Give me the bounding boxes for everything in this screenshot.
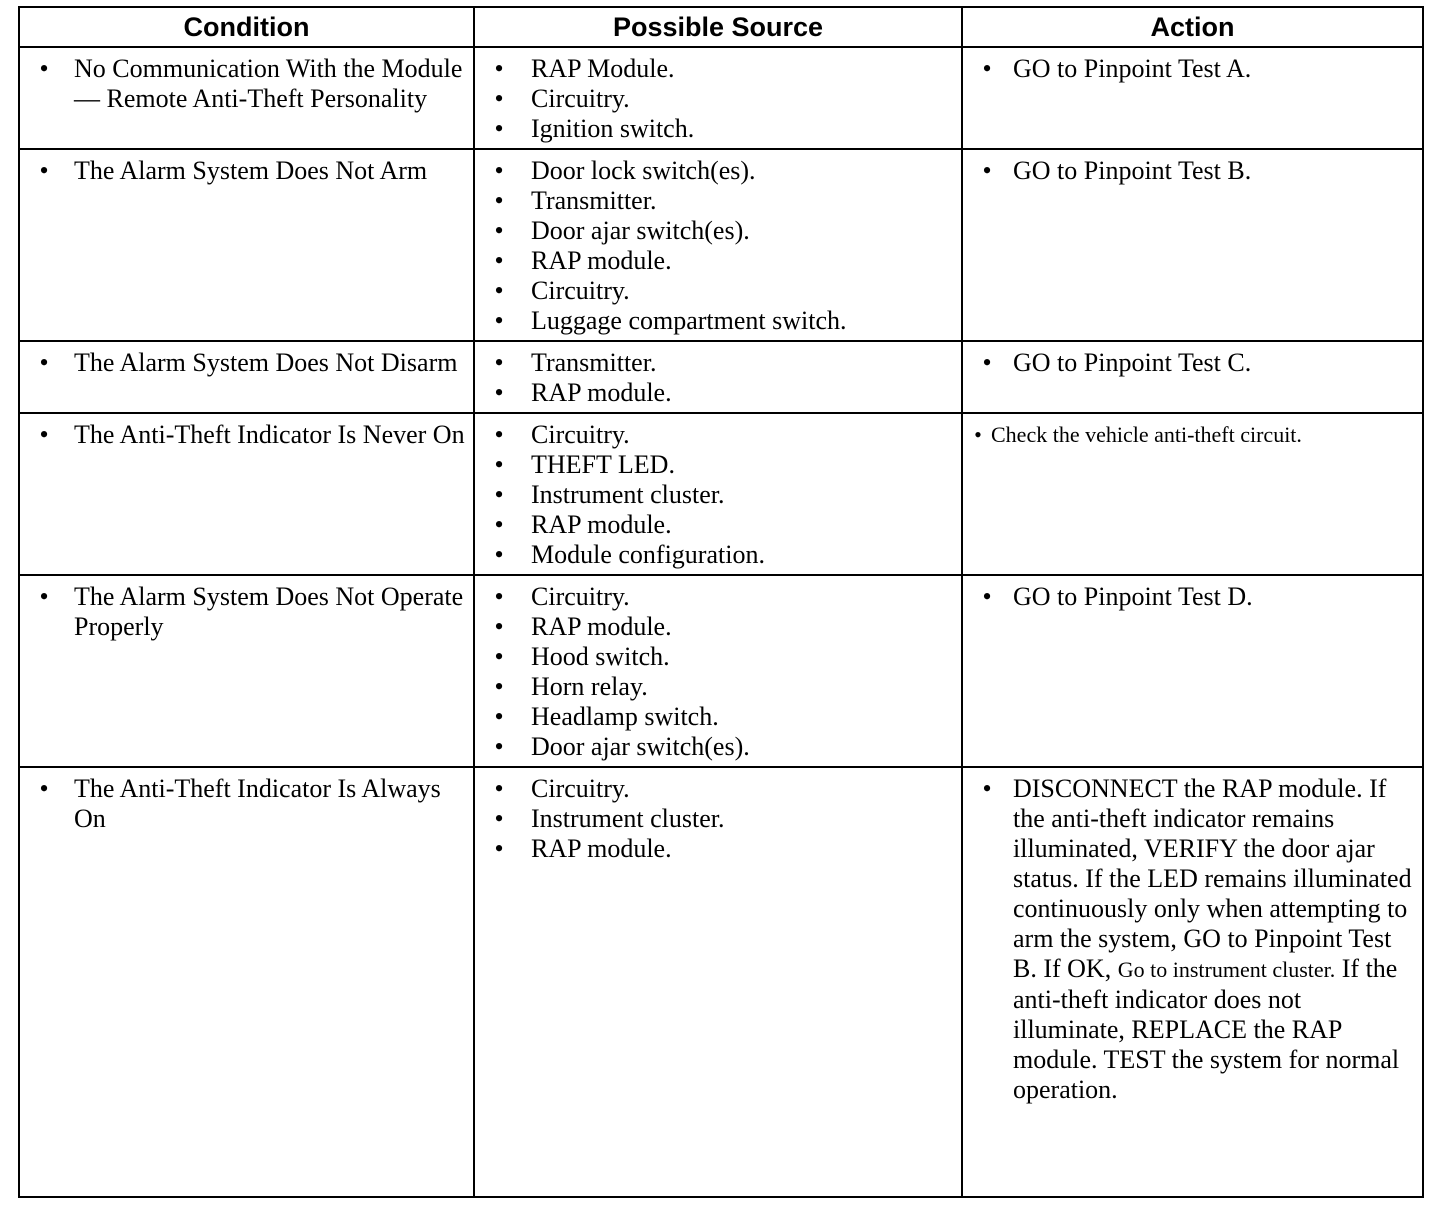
source-text: RAP module. bbox=[531, 612, 672, 641]
table-row bbox=[19, 341, 1423, 413]
source-cell bbox=[474, 341, 962, 413]
source-text: Hood switch. bbox=[531, 642, 670, 671]
bullet-icon: • bbox=[494, 450, 504, 479]
bullet-icon: • bbox=[982, 348, 992, 377]
header-possible-source: Possible Source bbox=[474, 7, 962, 47]
action-item bbox=[971, 156, 1414, 186]
source-text: RAP module. bbox=[531, 510, 672, 539]
source-item bbox=[483, 156, 953, 186]
bullet-icon: • bbox=[494, 582, 504, 611]
bullet-icon: • bbox=[982, 774, 992, 803]
source-item bbox=[483, 804, 953, 834]
source-text: Luggage compartment switch. bbox=[531, 306, 847, 335]
action-cell bbox=[962, 767, 1423, 1197]
bullet-icon: • bbox=[494, 54, 504, 83]
condition-cell bbox=[19, 575, 474, 767]
bullet-icon: • bbox=[494, 672, 504, 701]
source-item bbox=[483, 420, 953, 450]
bullet-icon: • bbox=[494, 480, 504, 509]
source-item bbox=[483, 306, 953, 336]
action-cell bbox=[962, 149, 1423, 341]
bullet-icon: • bbox=[494, 306, 504, 335]
source-item bbox=[483, 450, 953, 480]
source-item bbox=[483, 540, 953, 570]
source-item bbox=[483, 114, 953, 144]
action-text-part3: If the anti-theft indicator does not illuminate, REPLACE the RAP module. TEST the system for normal operation. bbox=[1013, 954, 1400, 1104]
bullet-icon: • bbox=[494, 774, 504, 803]
bullet-icon: • bbox=[494, 642, 504, 671]
condition-cell bbox=[19, 413, 474, 575]
source-item bbox=[483, 582, 953, 612]
source-item bbox=[483, 480, 953, 510]
condition-text: No Communication With the Module — Remote Anti-Theft Personality bbox=[74, 54, 463, 113]
condition-cell bbox=[19, 47, 474, 149]
bullet-icon: • bbox=[494, 246, 504, 275]
condition-text: The Alarm System Does Not Disarm bbox=[74, 348, 458, 377]
source-item bbox=[483, 774, 953, 804]
action-item bbox=[971, 54, 1414, 84]
bullet-icon: • bbox=[494, 540, 504, 569]
table-row bbox=[19, 767, 1423, 1197]
table-row bbox=[19, 47, 1423, 149]
header-row bbox=[19, 7, 1423, 47]
action-text: GO to Pinpoint Test A. bbox=[1013, 54, 1252, 83]
action-text-part2: Go to instrument cluster. bbox=[1117, 957, 1336, 982]
source-item bbox=[483, 186, 953, 216]
source-text: Circuitry. bbox=[531, 582, 630, 611]
bullet-icon: • bbox=[494, 510, 504, 539]
source-text: Headlamp switch. bbox=[531, 702, 719, 731]
bullet-icon: • bbox=[494, 804, 504, 833]
condition-item bbox=[28, 348, 465, 378]
source-item bbox=[483, 348, 953, 378]
action-text: Check the vehicle anti-theft circuit. bbox=[991, 422, 1302, 447]
source-text: Door ajar switch(es). bbox=[531, 216, 750, 245]
table-row bbox=[19, 149, 1423, 341]
source-item bbox=[483, 672, 953, 702]
action-cell bbox=[962, 413, 1423, 575]
source-item bbox=[483, 612, 953, 642]
condition-item bbox=[28, 774, 465, 834]
source-cell bbox=[474, 413, 962, 575]
source-item bbox=[483, 246, 953, 276]
action-text: GO to Pinpoint Test B. bbox=[1013, 156, 1252, 185]
header-condition: Condition bbox=[19, 7, 474, 47]
source-text: Module configuration. bbox=[531, 540, 765, 569]
condition-text: The Anti-Theft Indicator Is Never On bbox=[74, 420, 465, 449]
bullet-icon: • bbox=[494, 216, 504, 245]
source-cell bbox=[474, 47, 962, 149]
action-text-part1: DISCONNECT the RAP module. If the anti-theft indicator remains illuminated, VERIFY the door ajar status. If the LED remains illuminated continuously only when attempting to arm the system, GO to Pinpoint Test B. If OK, bbox=[1013, 774, 1412, 983]
source-item bbox=[483, 378, 953, 408]
action-cell bbox=[962, 47, 1423, 149]
source-cell bbox=[474, 767, 962, 1197]
header-action: Action bbox=[962, 7, 1423, 47]
bullet-icon: • bbox=[494, 276, 504, 305]
table-row bbox=[19, 413, 1423, 575]
action-text: GO to Pinpoint Test C. bbox=[1013, 348, 1252, 377]
condition-cell bbox=[19, 767, 474, 1197]
source-item bbox=[483, 54, 953, 84]
source-text: RAP module. bbox=[531, 378, 672, 407]
source-text: RAP module. bbox=[531, 834, 672, 863]
source-text: Circuitry. bbox=[531, 420, 630, 449]
bullet-icon: • bbox=[39, 582, 49, 611]
source-item bbox=[483, 84, 953, 114]
condition-text: The Alarm System Does Not Arm bbox=[74, 156, 428, 185]
source-text: Circuitry. bbox=[531, 276, 630, 305]
source-text: Transmitter. bbox=[531, 186, 657, 215]
bullet-icon: • bbox=[494, 156, 504, 185]
condition-item bbox=[28, 420, 465, 450]
action-item bbox=[971, 348, 1414, 378]
source-item bbox=[483, 702, 953, 732]
action-item bbox=[971, 774, 1414, 1105]
action-text: GO to Pinpoint Test D. bbox=[1013, 582, 1253, 611]
action-item bbox=[971, 582, 1414, 612]
bullet-icon: • bbox=[494, 186, 504, 215]
symptom-chart-table bbox=[18, 6, 1424, 1198]
source-text: RAP Module. bbox=[531, 54, 675, 83]
condition-text: The Anti-Theft Indicator Is Always On bbox=[74, 774, 441, 833]
condition-item bbox=[28, 582, 465, 642]
bullet-icon: • bbox=[974, 422, 982, 447]
bullet-icon: • bbox=[494, 84, 504, 113]
condition-text: The Alarm System Does Not Operate Properly bbox=[74, 582, 464, 641]
source-item bbox=[483, 642, 953, 672]
bullet-icon: • bbox=[982, 54, 992, 83]
source-text: Instrument cluster. bbox=[531, 480, 725, 509]
bullet-icon: • bbox=[494, 348, 504, 377]
action-cell bbox=[962, 575, 1423, 767]
source-cell bbox=[474, 149, 962, 341]
source-item bbox=[483, 510, 953, 540]
bullet-icon: • bbox=[494, 612, 504, 641]
bullet-icon: • bbox=[39, 54, 49, 83]
source-item bbox=[483, 834, 953, 864]
bullet-icon: • bbox=[39, 348, 49, 377]
source-item bbox=[483, 276, 953, 306]
source-text: Circuitry. bbox=[531, 84, 630, 113]
bullet-icon: • bbox=[39, 156, 49, 185]
source-item bbox=[483, 216, 953, 246]
table-row bbox=[19, 575, 1423, 767]
action-item bbox=[971, 420, 1414, 450]
source-item bbox=[483, 732, 953, 762]
bullet-icon: • bbox=[39, 420, 49, 449]
action-cell bbox=[962, 341, 1423, 413]
source-text: Transmitter. bbox=[531, 348, 657, 377]
source-text: THEFT LED. bbox=[531, 450, 675, 479]
bullet-icon: • bbox=[494, 732, 504, 761]
source-text: RAP module. bbox=[531, 246, 672, 275]
condition-cell bbox=[19, 341, 474, 413]
source-text: Horn relay. bbox=[531, 672, 648, 701]
bullet-icon: • bbox=[494, 834, 504, 863]
source-text: Door ajar switch(es). bbox=[531, 732, 750, 761]
source-text: Ignition switch. bbox=[531, 114, 695, 143]
bullet-icon: • bbox=[982, 156, 992, 185]
condition-cell bbox=[19, 149, 474, 341]
source-text: Circuitry. bbox=[531, 774, 630, 803]
condition-item bbox=[28, 156, 465, 186]
source-text: Instrument cluster. bbox=[531, 804, 725, 833]
source-cell bbox=[474, 575, 962, 767]
source-text: Door lock switch(es). bbox=[531, 156, 756, 185]
bullet-icon: • bbox=[494, 378, 504, 407]
bullet-icon: • bbox=[39, 774, 49, 803]
bullet-icon: • bbox=[982, 582, 992, 611]
bullet-icon: • bbox=[494, 420, 504, 449]
bullet-icon: • bbox=[494, 114, 504, 143]
condition-item bbox=[28, 54, 465, 114]
bullet-icon: • bbox=[494, 702, 504, 731]
